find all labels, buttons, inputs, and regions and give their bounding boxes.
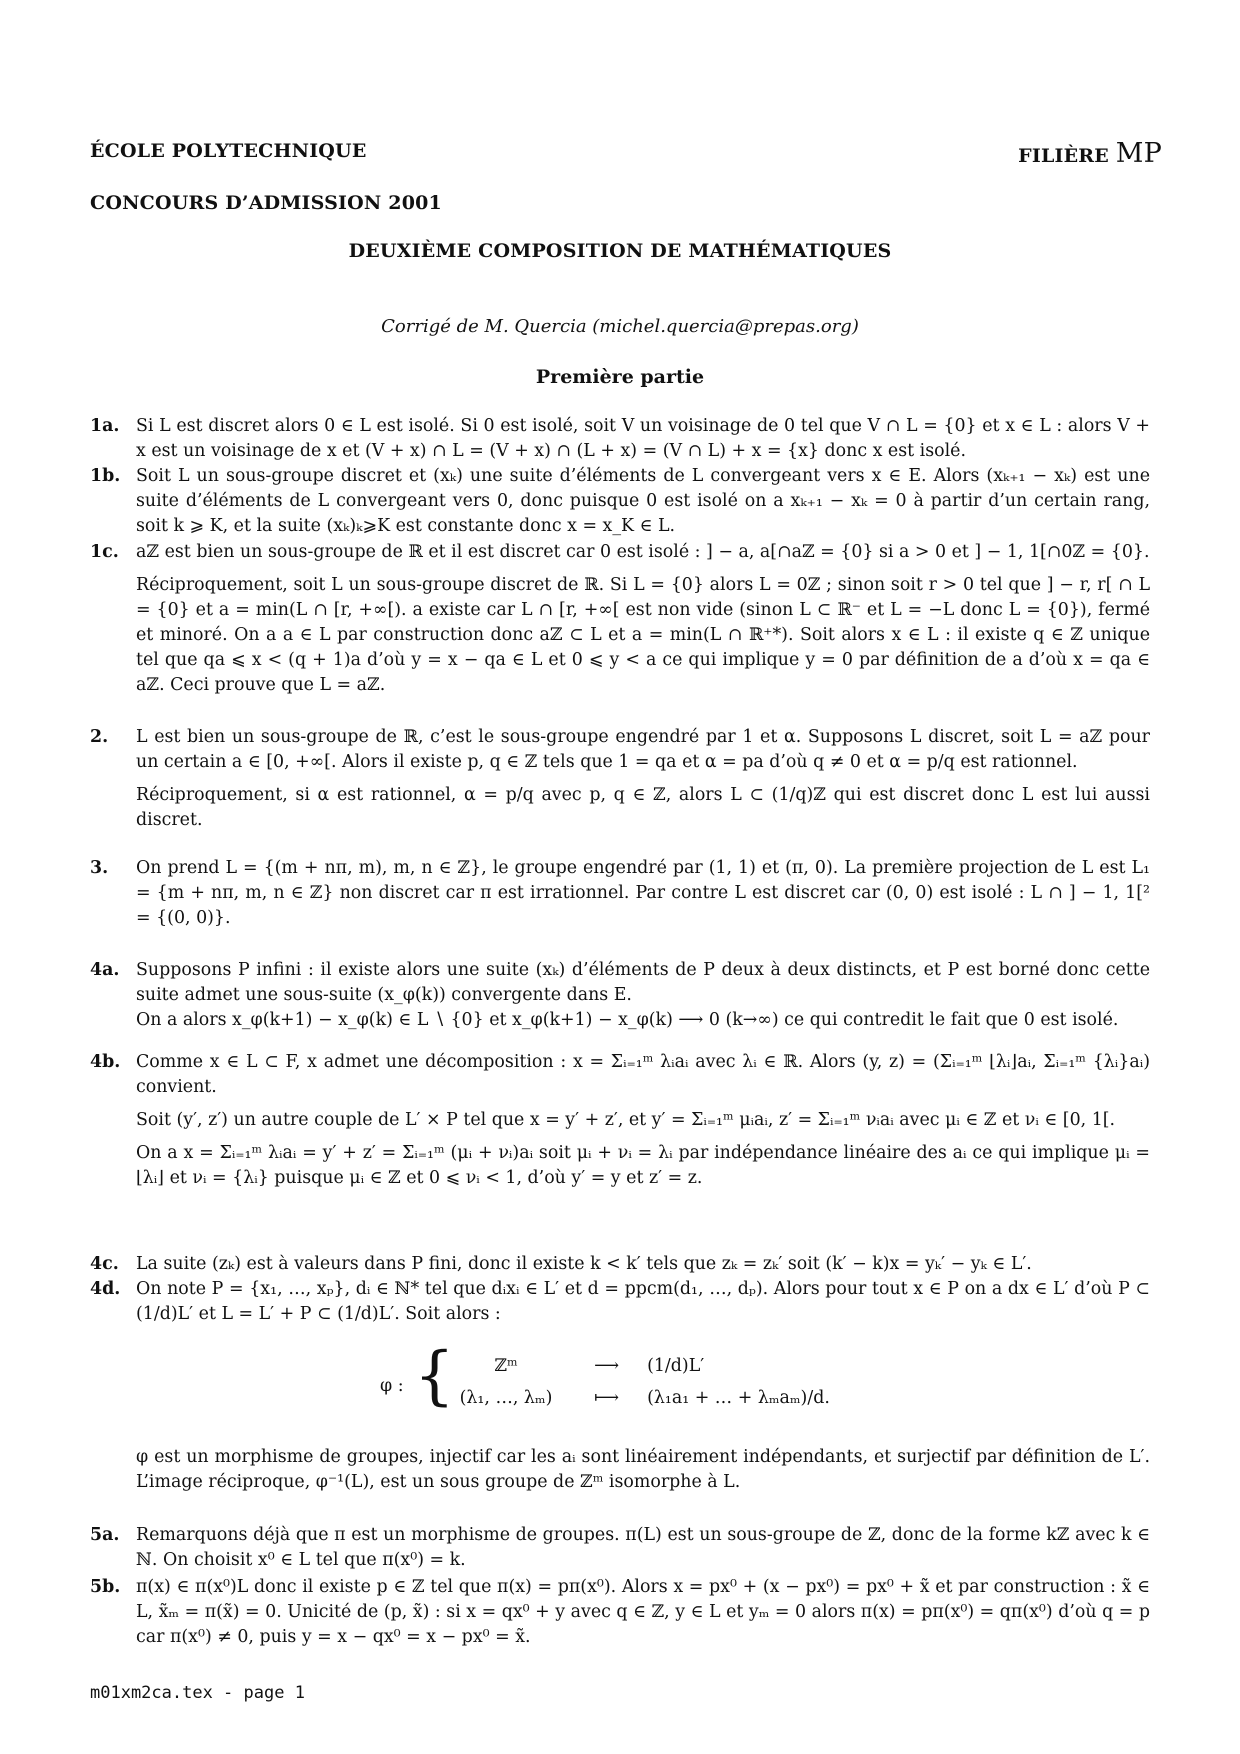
item-paragraph: φ est un morphisme de groupes, injectif car les aᵢ sont linéairement indépendants, et surjectif par définition de L′. L’image réciproque, φ⁻¹(L), est un sous groupe de ℤᵐ isomorphe à L.	[136, 1447, 1150, 1492]
section-title: Première partie	[535, 366, 705, 388]
item-number: 1a.	[90, 416, 120, 436]
item-2	[90, 725, 1150, 833]
item-paragraph: π(x) ∈ π(x⁰)L donc il existe p ∈ ℤ tel que π(x) = pπ(x⁰). Alors x = px⁰ + (x − px⁰) = px⁰ + x̃ et par construction : x̃ ∈ L, x̃ₘ = π(x̃) = 0. Unicité de (p, x̃) : si x = qx⁰ + y avec q ∈ ℤ, y ∈ L et yₘ = 0 alors π(x) = pπ(x⁰) = qπ(x⁰) d’où q = p car π(x⁰) ≠ 0, puis y = x − qx⁰ = x − px⁰ = x̃.	[136, 1577, 1150, 1647]
item-paragraph: Soit (y′, z′) un autre couple de L′ × P tel que x = y′ + z′, et y′ = Σᵢ₌₁ᵐ μᵢaᵢ, z′ = Σᵢ₌₁ᵐ νᵢaᵢ avec μᵢ ∈ ℤ et νᵢ ∈ [0, 1[.	[136, 1110, 1116, 1130]
item-number: 1c.	[90, 542, 119, 562]
item-paragraph: Réciproquement, soit L un sous-groupe discret de ℝ. Si L = {0} alors L = 0ℤ ; sinon soit r > 0 tel que ] − r, r[ ∩ L = {0} et a = min(L ∩ [r, +∞[). a existe car L ∩ [r, +∞[ est non vide (sinon L ⊂ ℝ⁻ et L = −L donc L = {0}), fermé et minoré. On a a ∈ L par construction donc aℤ ⊂ L et a = min(L ∩ ℝ⁺*). Soit alors x ∈ L : il existe q ∈ ℤ unique tel que qa ⩽ x < (q + 1)a d’où y = x − qa ∈ L et 0 ⩽ y < a ce qui implique y = 0 par définition de a d’où x = qa ∈ aℤ. Ceci prouve que L = aℤ.	[136, 575, 1150, 695]
item-paragraph: La suite (zₖ) est à valeurs dans P fini, donc il existe k < k′ tels que zₖ = zₖ′ soit (k′ − k)x = yₖ′ − yₖ ∈ L′.	[136, 1254, 1032, 1274]
left-brace: {	[414, 1339, 455, 1413]
filiere-label: FILIÈRE	[1018, 145, 1109, 167]
item-4d	[90, 1277, 1150, 1327]
item-number: 4a.	[90, 960, 120, 980]
item-number: 3.	[90, 858, 109, 878]
phi-row-1	[446, 1356, 704, 1376]
composition-title: DEUXIÈME COMPOSITION DE MATHÉMATIQUES	[348, 240, 892, 262]
item-number: 1b.	[90, 466, 121, 486]
phi-domain: ℤᵐ	[494, 1356, 518, 1376]
item-1b	[90, 464, 1150, 539]
phi-row-2	[446, 1388, 830, 1408]
item-number: 5a.	[90, 1525, 120, 1545]
phi-codomain: (1/d)L′	[647, 1356, 705, 1376]
phi-mapsto: ⟼	[594, 1388, 619, 1408]
item-number: 4b.	[90, 1052, 121, 1072]
item-number: 5b.	[90, 1577, 121, 1597]
item-paragraph: Comme x ∈ L ⊂ F, x admet une décomposition : x = Σᵢ₌₁ᵐ λᵢaᵢ avec λᵢ ∈ ℝ. Alors (y, z) = (Σᵢ₌₁ᵐ ⌊λᵢ⌋aᵢ, Σᵢ₌₁ᵐ {λᵢ}aᵢ) convient.	[136, 1052, 1150, 1097]
item-paragraph: Remarquons déjà que π est un morphisme de groupes. π(L) est un sous-groupe de ℤ, donc de la forme kℤ avec k ∈ ℕ. On choisit x⁰ ∈ L tel que π(x⁰) = k.	[136, 1525, 1150, 1570]
item-number: 4c.	[90, 1254, 119, 1274]
item-paragraph: Si L est discret alors 0 ∈ L est isolé. Si 0 est isolé, soit V un voisinage de 0 tel que V ∩ L = {0} et x ∈ L : alors V + x est un voisinage de x et (V + x) ∩ L = (V + x) ∩ (L + x) = (V ∩ L) + x = {x} donc x est isolé.	[136, 416, 1150, 461]
item-1a	[90, 414, 1150, 464]
item-4d-continued	[90, 1445, 1150, 1495]
phi-map	[380, 1339, 900, 1418]
item-4b	[90, 1050, 1150, 1191]
item-paragraph: Soit L un sous-groupe discret et (xₖ) une suite d’éléments de L convergeant vers x ∈ E. Alors (xₖ₊₁ − xₖ) est une suite d’éléments de L convergeant vers 0, donc puisque 0 est isolé on a xₖ₊₁ − xₖ = 0 à partir d’un certain rang, soit k ⩾ K, et la suite (xₖ)ₖ⩾K est constante donc x = x_K ∈ L.	[136, 466, 1150, 536]
phi-image: (λ₁a₁ + … + λₘaₘ)/d.	[647, 1388, 830, 1408]
filiere	[1002, 138, 1162, 169]
item-5b	[90, 1575, 1150, 1650]
item-number: 2.	[90, 727, 109, 747]
filiere-value: MP	[1115, 138, 1162, 169]
phi-label: φ :	[380, 1376, 404, 1396]
item-paragraph: Réciproquement, si α est rationnel, α = p/q avec p, q ∈ ℤ, alors L ⊂ (1/q)ℤ qui est discret donc L est lui aussi discret.	[136, 785, 1150, 830]
item-number: 4d.	[90, 1279, 121, 1299]
item-1c	[90, 540, 1150, 698]
phi-arrow: ⟶	[594, 1356, 619, 1376]
item-paragraph: Supposons P infini : il existe alors une suite (xₖ) d’éléments de P deux à deux distincts, et P est borné donc cette suite admet une sous-suite (x_φ(k)) convergente dans E.	[136, 960, 1150, 1005]
item-paragraph: On note P = {x₁, …, xₚ}, dᵢ ∈ ℕ* tel que dᵢxᵢ ∈ L′ et d = ppcm(d₁, …, dₚ). Alors pour tout x ∈ P on a dx ∈ L′ d’où P ⊂ (1/d)L′ et L = L′ + P ⊂ (1/d)L′. Soit alors :	[136, 1279, 1150, 1324]
page-footer: m01xm2ca.tex - page 1	[90, 1683, 305, 1703]
item-5a	[90, 1523, 1150, 1573]
item-paragraph: On prend L = {(m + nπ, m), m, n ∈ ℤ}, le groupe engendré par (1, 1) et (π, 0). La première projection de L est L₁ = {m + nπ, m, n ∈ ℤ} non discret car π est irrationnel. Par contre L est discret car (0, 0) est isolé : L ∩ ] − 1, 1[² = {(0, 0)}.	[136, 858, 1150, 928]
author-line: Corrigé de M. Quercia (michel.quercia@prepas.org)	[381, 316, 859, 337]
item-paragraph: aℤ est bien un sous-groupe de ℝ et il est discret car 0 est isolé : ] − a, a[∩aℤ = {0} si a > 0 et ] − 1, 1[∩0ℤ = {0}.	[136, 542, 1150, 562]
item-paragraph: On a alors x_φ(k+1) − x_φ(k) ∈ L ∖ {0} et x_φ(k+1) − x_φ(k) ⟶ 0 (k→∞) ce qui contredit le fait que 0 est isolé.	[136, 1010, 1119, 1030]
concours-title: CONCOURS D’ADMISSION 2001	[90, 192, 442, 214]
item-4a	[90, 958, 1150, 1033]
item-3	[90, 856, 1150, 931]
item-paragraph: L est bien un sous-groupe de ℝ, c’est le sous-groupe engendré par 1 et α. Supposons L discret, soit L = aℤ pour un certain a ∈ [0, +∞[. Alors il existe p, q ∈ ℤ tels que 1 = qa et α = pa d’où q ≠ 0 et α = p/q est rationnel.	[136, 727, 1150, 772]
phi-argument: (λ₁, …, λₘ)	[459, 1388, 553, 1408]
item-paragraph: On a x = Σᵢ₌₁ᵐ λᵢaᵢ = y′ + z′ = Σᵢ₌₁ᵐ (μᵢ + νᵢ)aᵢ soit μᵢ + νᵢ = λᵢ par indépendance linéaire des aᵢ ce qui implique μᵢ = ⌊λᵢ⌋ et νᵢ = {λᵢ} puisque μᵢ ∈ ℤ et 0 ⩽ νᵢ < 1, d’où y′ = y et z′ = z.	[136, 1143, 1150, 1188]
item-4c	[90, 1252, 1150, 1277]
school-name: ÉCOLE POLYTECHNIQUE	[90, 140, 367, 162]
